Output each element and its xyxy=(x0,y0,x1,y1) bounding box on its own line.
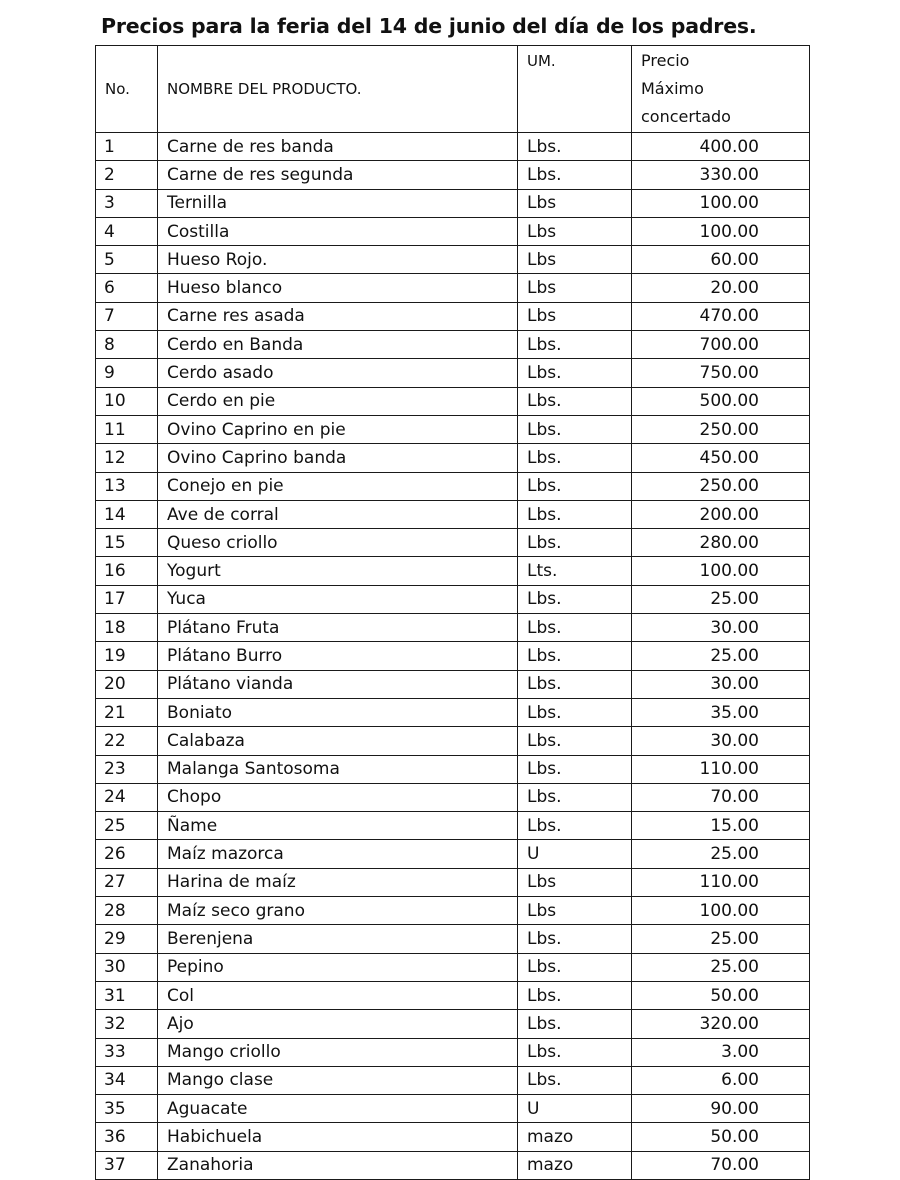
row-price: 700.00 xyxy=(632,331,810,359)
table-row xyxy=(96,1066,810,1094)
row-unit: Lbs. xyxy=(518,359,632,387)
row-price: 330.00 xyxy=(632,161,810,189)
row-number: 2 xyxy=(96,161,158,189)
table-row xyxy=(96,331,810,359)
row-product-name: Pepino xyxy=(158,953,518,981)
row-number: 15 xyxy=(96,529,158,557)
header-number: No. xyxy=(96,46,158,133)
row-product-name: Ajo xyxy=(158,1010,518,1038)
row-price: 30.00 xyxy=(632,727,810,755)
table-row xyxy=(96,1151,810,1179)
header-max-price xyxy=(632,46,810,133)
row-unit: Lbs xyxy=(518,302,632,330)
row-price: 250.00 xyxy=(632,472,810,500)
row-number: 37 xyxy=(96,1151,158,1179)
row-unit: Lbs. xyxy=(518,981,632,1009)
row-product-name: Hueso blanco xyxy=(158,274,518,302)
row-price: 6.00 xyxy=(632,1066,810,1094)
row-product-name: Maíz seco grano xyxy=(158,897,518,925)
row-unit: Lbs. xyxy=(518,1038,632,1066)
table-row xyxy=(96,133,810,161)
table-row xyxy=(96,840,810,868)
row-product-name: Plátano Fruta xyxy=(158,614,518,642)
row-product-name: Ovino Caprino en pie xyxy=(158,415,518,443)
row-price: 20.00 xyxy=(632,274,810,302)
row-price: 110.00 xyxy=(632,868,810,896)
row-price: 750.00 xyxy=(632,359,810,387)
row-product-name: Mango criollo xyxy=(158,1038,518,1066)
row-price: 30.00 xyxy=(632,614,810,642)
row-price: 100.00 xyxy=(632,189,810,217)
row-unit: Lbs. xyxy=(518,444,632,472)
document-title: Precios para la feria del 14 de junio del día de los padres. xyxy=(101,14,757,38)
table-row xyxy=(96,387,810,415)
table-row xyxy=(96,585,810,613)
row-number: 27 xyxy=(96,868,158,896)
row-price: 15.00 xyxy=(632,812,810,840)
row-number: 6 xyxy=(96,274,158,302)
table-row xyxy=(96,698,810,726)
row-product-name: Plátano vianda xyxy=(158,670,518,698)
row-price: 100.00 xyxy=(632,217,810,245)
table-row xyxy=(96,897,810,925)
row-product-name: Harina de maíz xyxy=(158,868,518,896)
row-unit: Lbs. xyxy=(518,727,632,755)
table-row xyxy=(96,783,810,811)
row-product-name: Ovino Caprino banda xyxy=(158,444,518,472)
row-product-name: Costilla xyxy=(158,217,518,245)
row-price: 450.00 xyxy=(632,444,810,472)
row-unit: U xyxy=(518,840,632,868)
row-product-name: Cerdo asado xyxy=(158,359,518,387)
table-row xyxy=(96,812,810,840)
row-price: 110.00 xyxy=(632,755,810,783)
row-number: 21 xyxy=(96,698,158,726)
row-price: 200.00 xyxy=(632,500,810,528)
row-unit: Lbs. xyxy=(518,783,632,811)
row-number: 24 xyxy=(96,783,158,811)
row-product-name: Ñame xyxy=(158,812,518,840)
row-number: 23 xyxy=(96,755,158,783)
row-number: 13 xyxy=(96,472,158,500)
row-price: 100.00 xyxy=(632,897,810,925)
row-product-name: Cerdo en pie xyxy=(158,387,518,415)
row-unit: Lbs. xyxy=(518,500,632,528)
table-row xyxy=(96,500,810,528)
row-number: 7 xyxy=(96,302,158,330)
row-product-name: Hueso Rojo. xyxy=(158,246,518,274)
row-unit: Lbs. xyxy=(518,1066,632,1094)
table-row xyxy=(96,1038,810,1066)
table-row xyxy=(96,161,810,189)
row-number: 36 xyxy=(96,1123,158,1151)
row-product-name: Calabaza xyxy=(158,727,518,755)
row-unit: U xyxy=(518,1095,632,1123)
row-price: 320.00 xyxy=(632,1010,810,1038)
row-product-name: Conejo en pie xyxy=(158,472,518,500)
row-price: 250.00 xyxy=(632,415,810,443)
row-number: 29 xyxy=(96,925,158,953)
row-unit: Lbs. xyxy=(518,1010,632,1038)
row-price: 90.00 xyxy=(632,1095,810,1123)
row-unit: Lbs. xyxy=(518,415,632,443)
row-number: 30 xyxy=(96,953,158,981)
row-price: 60.00 xyxy=(632,246,810,274)
row-unit: Lbs. xyxy=(518,472,632,500)
row-product-name: Habichuela xyxy=(158,1123,518,1151)
row-product-name: Zanahoria xyxy=(158,1151,518,1179)
row-number: 26 xyxy=(96,840,158,868)
table-row xyxy=(96,274,810,302)
row-number: 3 xyxy=(96,189,158,217)
table-row xyxy=(96,981,810,1009)
row-product-name: Aguacate xyxy=(158,1095,518,1123)
row-price: 30.00 xyxy=(632,670,810,698)
row-unit: mazo xyxy=(518,1123,632,1151)
table-row xyxy=(96,953,810,981)
row-price: 25.00 xyxy=(632,585,810,613)
row-number: 19 xyxy=(96,642,158,670)
header-price-line-1: Precio xyxy=(641,51,690,70)
row-price: 35.00 xyxy=(632,698,810,726)
row-price: 470.00 xyxy=(632,302,810,330)
row-unit: Lbs xyxy=(518,217,632,245)
row-number: 11 xyxy=(96,415,158,443)
table-row xyxy=(96,415,810,443)
table-row xyxy=(96,642,810,670)
row-unit: Lbs. xyxy=(518,614,632,642)
row-unit: Lbs xyxy=(518,274,632,302)
table-row xyxy=(96,1010,810,1038)
row-product-name: Mango clase xyxy=(158,1066,518,1094)
header-unit: UM. xyxy=(518,46,632,133)
row-price: 70.00 xyxy=(632,1151,810,1179)
row-product-name: Boniato xyxy=(158,698,518,726)
row-product-name: Yogurt xyxy=(158,557,518,585)
row-product-name: Chopo xyxy=(158,783,518,811)
row-number: 17 xyxy=(96,585,158,613)
row-price: 100.00 xyxy=(632,557,810,585)
row-number: 8 xyxy=(96,331,158,359)
header-product-name: NOMBRE DEL PRODUCTO. xyxy=(158,46,518,133)
table-row xyxy=(96,444,810,472)
row-unit: Lbs. xyxy=(518,331,632,359)
header-row xyxy=(96,46,810,133)
row-number: 34 xyxy=(96,1066,158,1094)
row-number: 22 xyxy=(96,727,158,755)
header-price-line-2: Máximo xyxy=(641,79,704,98)
row-number: 14 xyxy=(96,500,158,528)
row-number: 33 xyxy=(96,1038,158,1066)
header-price-line-3: concertado xyxy=(641,107,731,126)
row-number: 1 xyxy=(96,133,158,161)
table-row xyxy=(96,217,810,245)
row-product-name: Carne de res segunda xyxy=(158,161,518,189)
row-price: 25.00 xyxy=(632,953,810,981)
row-product-name: Cerdo en Banda xyxy=(158,331,518,359)
row-number: 31 xyxy=(96,981,158,1009)
row-price: 400.00 xyxy=(632,133,810,161)
row-unit: Lbs. xyxy=(518,925,632,953)
row-unit: Lbs xyxy=(518,189,632,217)
row-unit: Lts. xyxy=(518,557,632,585)
price-table xyxy=(95,45,810,1180)
row-unit: Lbs. xyxy=(518,585,632,613)
row-product-name: Malanga Santosoma xyxy=(158,755,518,783)
row-price: 500.00 xyxy=(632,387,810,415)
row-number: 35 xyxy=(96,1095,158,1123)
table-row xyxy=(96,529,810,557)
table-header xyxy=(96,46,810,133)
row-product-name: Maíz mazorca xyxy=(158,840,518,868)
row-unit: Lbs. xyxy=(518,698,632,726)
row-number: 9 xyxy=(96,359,158,387)
table-row xyxy=(96,925,810,953)
row-product-name: Yuca xyxy=(158,585,518,613)
row-unit: Lbs xyxy=(518,897,632,925)
row-price: 3.00 xyxy=(632,1038,810,1066)
row-price: 280.00 xyxy=(632,529,810,557)
row-number: 4 xyxy=(96,217,158,245)
table-row xyxy=(96,727,810,755)
row-product-name: Queso criollo xyxy=(158,529,518,557)
row-unit: Lbs. xyxy=(518,387,632,415)
table-row xyxy=(96,472,810,500)
row-product-name: Plátano Burro xyxy=(158,642,518,670)
row-unit: mazo xyxy=(518,1151,632,1179)
table-row xyxy=(96,246,810,274)
row-number: 28 xyxy=(96,897,158,925)
row-unit: Lbs xyxy=(518,868,632,896)
row-unit: Lbs. xyxy=(518,670,632,698)
row-unit: Lbs. xyxy=(518,642,632,670)
table-body xyxy=(96,133,810,1180)
row-price: 25.00 xyxy=(632,925,810,953)
table-row xyxy=(96,1123,810,1151)
table-row xyxy=(96,755,810,783)
table-row xyxy=(96,359,810,387)
table-row xyxy=(96,670,810,698)
row-product-name: Col xyxy=(158,981,518,1009)
row-number: 32 xyxy=(96,1010,158,1038)
row-product-name: Carne de res banda xyxy=(158,133,518,161)
table-row xyxy=(96,614,810,642)
row-unit: Lbs. xyxy=(518,161,632,189)
row-unit: Lbs. xyxy=(518,812,632,840)
row-number: 18 xyxy=(96,614,158,642)
row-number: 20 xyxy=(96,670,158,698)
row-product-name: Carne res asada xyxy=(158,302,518,330)
row-unit: Lbs. xyxy=(518,755,632,783)
row-price: 25.00 xyxy=(632,840,810,868)
row-price: 50.00 xyxy=(632,1123,810,1151)
row-product-name: Berenjena xyxy=(158,925,518,953)
table-row xyxy=(96,302,810,330)
row-price: 50.00 xyxy=(632,981,810,1009)
row-number: 16 xyxy=(96,557,158,585)
row-unit: Lbs. xyxy=(518,953,632,981)
row-unit: Lbs xyxy=(518,246,632,274)
table-row xyxy=(96,557,810,585)
row-number: 10 xyxy=(96,387,158,415)
row-unit: Lbs. xyxy=(518,133,632,161)
row-number: 25 xyxy=(96,812,158,840)
row-price: 25.00 xyxy=(632,642,810,670)
row-number: 5 xyxy=(96,246,158,274)
row-product-name: Ave de corral xyxy=(158,500,518,528)
table-row xyxy=(96,1095,810,1123)
table-row xyxy=(96,868,810,896)
row-number: 12 xyxy=(96,444,158,472)
row-price: 70.00 xyxy=(632,783,810,811)
row-product-name: Ternilla xyxy=(158,189,518,217)
row-unit: Lbs. xyxy=(518,529,632,557)
table-row xyxy=(96,189,810,217)
